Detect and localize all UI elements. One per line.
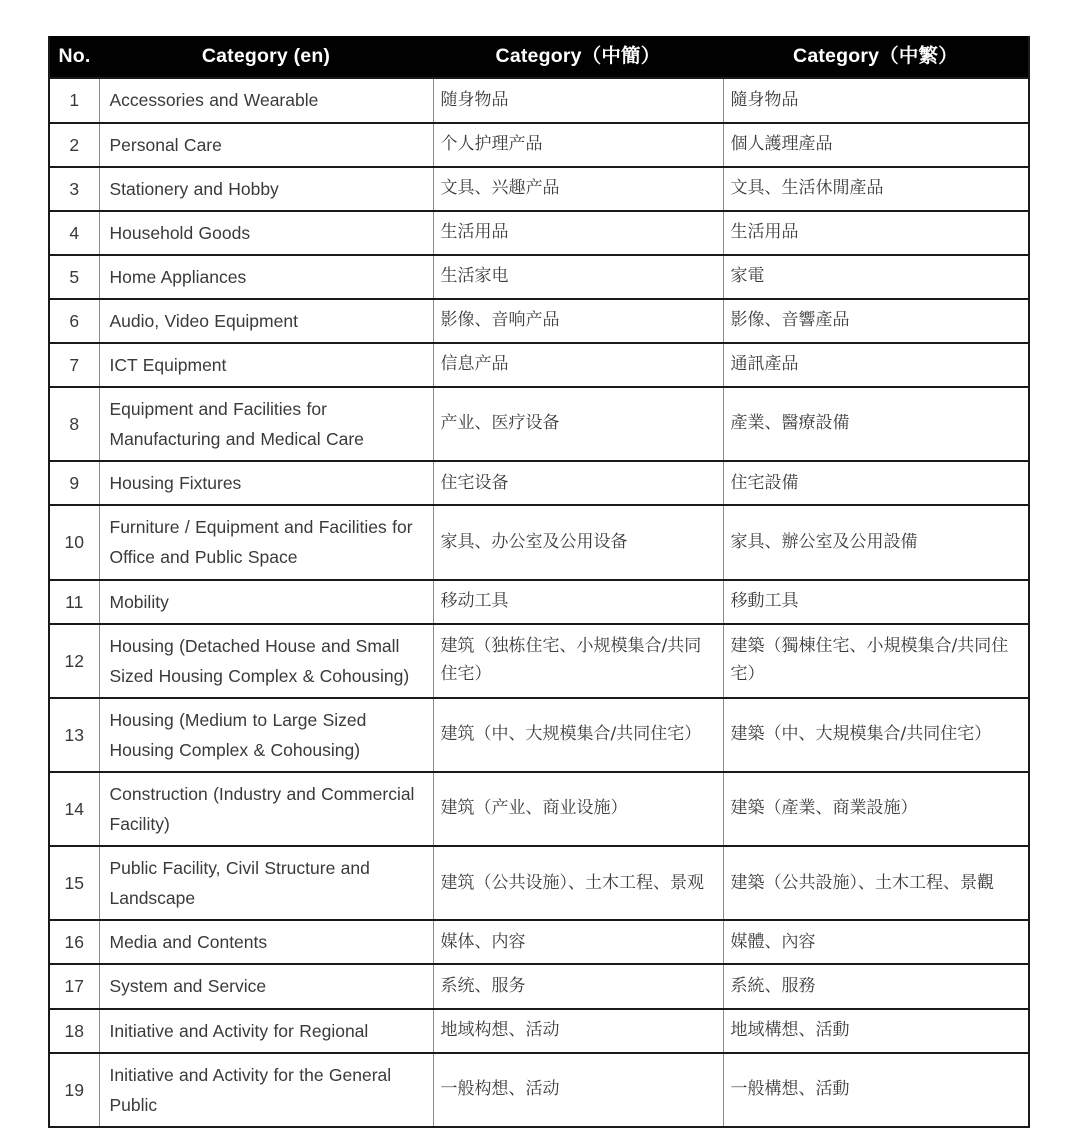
table-row xyxy=(49,123,1029,167)
cell-category-en xyxy=(99,255,433,299)
table-row xyxy=(49,846,1029,920)
cell-category-zhs xyxy=(433,255,723,299)
cell-category-zhs xyxy=(433,624,723,698)
cell-no-text: 6 xyxy=(69,310,80,331)
cell-no-text: 8 xyxy=(69,414,80,435)
cell-category-en-text: Stationery and Hobby xyxy=(109,178,279,199)
table-row xyxy=(49,343,1029,387)
cell-no xyxy=(49,299,99,343)
cell-no-text: 16 xyxy=(64,932,84,953)
cell-no xyxy=(49,78,99,122)
cell-no xyxy=(49,1009,99,1053)
table-row xyxy=(49,920,1029,964)
cell-no xyxy=(49,920,99,964)
cell-no-text: 7 xyxy=(69,354,80,375)
cell-category-zhs xyxy=(433,299,723,343)
cell-category-en-text: ICT Equipment xyxy=(109,354,227,375)
table-row xyxy=(49,255,1029,299)
cell-category-zht xyxy=(723,343,1029,387)
cell-category-zhs-text: 系统、服务 xyxy=(440,975,526,996)
table-row xyxy=(49,580,1029,624)
cell-no-text: 4 xyxy=(69,222,80,243)
cell-category-zhs xyxy=(433,505,723,579)
table-row xyxy=(49,505,1029,579)
cell-no-text: 5 xyxy=(69,266,80,287)
cell-category-zht xyxy=(723,624,1029,698)
cell-no xyxy=(49,846,99,920)
table-row xyxy=(49,1009,1029,1053)
cell-category-en xyxy=(99,505,433,579)
cell-category-zht xyxy=(723,299,1029,343)
cell-no-text: 3 xyxy=(69,178,80,199)
cell-category-zht-text: 建築（公共設施）、土木工程、景觀 xyxy=(730,872,994,893)
cell-no-text: 14 xyxy=(64,799,84,820)
cell-category-zht xyxy=(723,78,1029,122)
cell-category-zhs xyxy=(433,772,723,846)
cell-no-text: 19 xyxy=(64,1079,84,1100)
cell-category-zhs-text: 信息产品 xyxy=(440,354,509,375)
cell-category-en-text: Mobility xyxy=(109,591,169,612)
cell-category-zhs xyxy=(433,78,723,122)
cell-category-zhs-text: 建筑（中、大规模集合/共同住宅） xyxy=(440,724,702,745)
cell-category-zhs xyxy=(433,167,723,211)
cell-no-text: 10 xyxy=(64,532,84,553)
cell-category-zhs xyxy=(433,580,723,624)
cell-category-en xyxy=(99,698,433,772)
cell-category-en-text: Equipment and Facilities for Manufacturing and Medical Care xyxy=(109,399,364,450)
cell-category-zht xyxy=(723,255,1029,299)
cell-no-text: 2 xyxy=(69,134,80,155)
cell-category-zhs xyxy=(433,846,723,920)
cell-category-zht-text: 影像、音響產品 xyxy=(730,310,850,331)
cell-category-en xyxy=(99,343,433,387)
cell-no xyxy=(49,255,99,299)
cell-category-zht xyxy=(723,167,1029,211)
cell-no xyxy=(49,698,99,772)
table-row xyxy=(49,299,1029,343)
cell-category-en-text: System and Service xyxy=(109,976,267,997)
cell-no xyxy=(49,624,99,698)
cell-category-zhs-text: 建筑（产业、商业设施） xyxy=(440,798,628,819)
table-row xyxy=(49,78,1029,122)
cell-category-en-text: Home Appliances xyxy=(109,266,247,287)
column-header-category-en: Category (en) xyxy=(99,36,433,78)
cell-category-en xyxy=(99,624,433,698)
cell-no-text: 9 xyxy=(69,473,80,494)
table-row xyxy=(49,461,1029,505)
cell-category-zhs xyxy=(433,123,723,167)
cell-no-text: 1 xyxy=(69,90,80,111)
cell-category-zht-text: 住宅設備 xyxy=(730,472,799,493)
cell-category-zht xyxy=(723,920,1029,964)
cell-category-zhs-text: 文具、兴趣产品 xyxy=(440,177,560,198)
cell-category-en-text: Household Goods xyxy=(109,222,251,243)
cell-category-zht xyxy=(723,123,1029,167)
table-header-row xyxy=(49,36,1029,78)
cell-category-en xyxy=(99,846,433,920)
cell-category-zht xyxy=(723,698,1029,772)
cell-no-text: 18 xyxy=(64,1020,84,1041)
cell-no xyxy=(49,772,99,846)
cell-category-zhs xyxy=(433,461,723,505)
cell-category-en-text: Housing Fixtures xyxy=(109,473,242,494)
cell-no xyxy=(49,211,99,255)
cell-category-zhs xyxy=(433,343,723,387)
cell-category-en-text: Public Facility, Civil Structure and Landscape xyxy=(109,858,370,909)
cell-category-en xyxy=(99,78,433,122)
cell-category-zht xyxy=(723,505,1029,579)
cell-category-en xyxy=(99,1009,433,1053)
cell-category-en xyxy=(99,580,433,624)
cell-category-zhs-text: 随身物品 xyxy=(440,89,509,110)
cell-no xyxy=(49,387,99,461)
cell-no xyxy=(49,167,99,211)
cell-category-en xyxy=(99,211,433,255)
cell-category-zhs-text: 移动工具 xyxy=(440,590,509,611)
cell-category-zhs-text: 影像、音响产品 xyxy=(440,310,560,331)
cell-no-text: 11 xyxy=(65,591,84,612)
cell-no xyxy=(49,123,99,167)
cell-category-zht-text: 建築（產業、商業設施） xyxy=(730,798,918,819)
cell-category-zhs-text: 地域构想、活动 xyxy=(440,1019,560,1040)
cell-category-zht-text: 一般構想、活動 xyxy=(730,1079,850,1099)
cell-category-zhs-text: 住宅设备 xyxy=(440,472,509,493)
cell-no-text: 17 xyxy=(64,976,84,997)
cell-category-zht xyxy=(723,580,1029,624)
cell-category-zht-text: 建築（中、大規模集合/共同住宅） xyxy=(730,724,992,745)
cell-category-zhs-text: 一般构想、活动 xyxy=(440,1079,560,1099)
cell-category-zhs xyxy=(433,698,723,772)
cell-category-en-text: Construction (Industry and Commercial Facility) xyxy=(109,784,415,835)
cell-category-zht-text: 移動工具 xyxy=(730,590,799,611)
cell-category-zht-text: 建築（獨棟住宅、小規模集合/共同住宅） xyxy=(730,636,1009,684)
cell-category-en xyxy=(99,461,433,505)
cell-category-zht-text: 家具、辦公室及公用設備 xyxy=(730,531,918,552)
table-body xyxy=(49,78,1029,1126)
cell-category-zhs-text: 个人护理产品 xyxy=(440,133,543,154)
cell-category-zht-text: 家電 xyxy=(730,266,765,287)
cell-category-zhs-text: 生活家电 xyxy=(440,266,509,287)
table-row xyxy=(49,698,1029,772)
cell-category-en-text: Initiative and Activity for Regional xyxy=(109,1020,369,1041)
cell-category-zht xyxy=(723,846,1029,920)
cell-category-zhs xyxy=(433,387,723,461)
cell-category-en xyxy=(99,167,433,211)
cell-category-en-text: Housing (Medium to Large Sized Housing Complex & Cohousing) xyxy=(109,709,367,760)
cell-no-text: 15 xyxy=(64,873,84,894)
cell-category-zhs xyxy=(433,964,723,1008)
cell-category-en-text: Accessories and Wearable xyxy=(109,90,319,111)
table-row xyxy=(49,772,1029,846)
cell-category-en-text: Audio, Video Equipment xyxy=(109,310,298,331)
column-header-category-zht: Category（中繁） xyxy=(723,36,1029,78)
table-row xyxy=(49,167,1029,211)
table-row xyxy=(49,624,1029,698)
cell-category-zhs xyxy=(433,920,723,964)
cell-category-zhs-text: 建筑（公共设施）、土木工程、景观 xyxy=(440,872,704,893)
cell-category-zht xyxy=(723,772,1029,846)
category-table-container xyxy=(48,36,1028,1128)
column-header-no: No. xyxy=(49,36,99,78)
cell-category-zhs-text: 媒体、内容 xyxy=(440,931,526,952)
cell-category-en xyxy=(99,920,433,964)
table-row xyxy=(49,211,1029,255)
cell-category-zhs-text: 生活用品 xyxy=(440,221,509,242)
cell-no xyxy=(49,580,99,624)
cell-category-zhs xyxy=(433,1009,723,1053)
cell-category-en xyxy=(99,123,433,167)
column-header-category-zhs: Category（中簡） xyxy=(433,36,723,78)
cell-category-en xyxy=(99,772,433,846)
cell-no xyxy=(49,343,99,387)
cell-no xyxy=(49,461,99,505)
cell-no xyxy=(49,964,99,1008)
category-table xyxy=(48,36,1030,1128)
cell-category-en xyxy=(99,964,433,1008)
cell-category-zhs-text: 家具、办公室及公用设备 xyxy=(440,531,628,552)
cell-no xyxy=(49,505,99,579)
cell-category-zht xyxy=(723,964,1029,1008)
cell-category-zht-text: 生活用品 xyxy=(730,221,799,242)
cell-category-zht-text: 個人護理產品 xyxy=(730,133,833,154)
cell-category-zht-text: 媒體、內容 xyxy=(730,931,816,952)
table-header xyxy=(49,36,1029,78)
table-row xyxy=(49,964,1029,1008)
cell-category-en-text: Initiative and Activity for the General Public xyxy=(109,1064,392,1115)
cell-category-zht-text: 地域構想、活動 xyxy=(730,1019,850,1040)
cell-category-en-text: Housing (Detached House and Small Sized Housing Complex & Cohousing) xyxy=(109,635,410,686)
table-row xyxy=(49,387,1029,461)
cell-category-en xyxy=(99,299,433,343)
cell-category-zht-text: 隨身物品 xyxy=(730,89,799,110)
cell-category-en-text: Media and Contents xyxy=(109,932,268,953)
cell-category-en-text: Personal Care xyxy=(109,134,222,155)
cell-category-zht-text: 通訊產品 xyxy=(730,354,799,375)
cell-category-zhs-text: 产业、医疗设备 xyxy=(440,413,560,434)
cell-category-zht xyxy=(723,387,1029,461)
cell-category-en xyxy=(99,387,433,461)
cell-category-en-text: Furniture / Equipment and Facilities for Office and Public Space xyxy=(109,517,413,568)
cell-category-zht-text: 文具、生活休閒產品 xyxy=(730,177,884,198)
cell-category-zht-text: 產業、醫療設備 xyxy=(730,413,850,434)
cell-category-zhs xyxy=(433,211,723,255)
cell-category-zht xyxy=(723,1009,1029,1053)
cell-no-text: 12 xyxy=(64,650,84,671)
cell-category-zht xyxy=(723,211,1029,255)
cell-category-zht-text: 系統、服務 xyxy=(730,975,816,996)
cell-category-zht xyxy=(723,461,1029,505)
cell-no-text: 13 xyxy=(64,724,84,745)
cell-category-zhs-text: 建筑（独栋住宅、小规模集合/共同住宅） xyxy=(440,636,702,684)
